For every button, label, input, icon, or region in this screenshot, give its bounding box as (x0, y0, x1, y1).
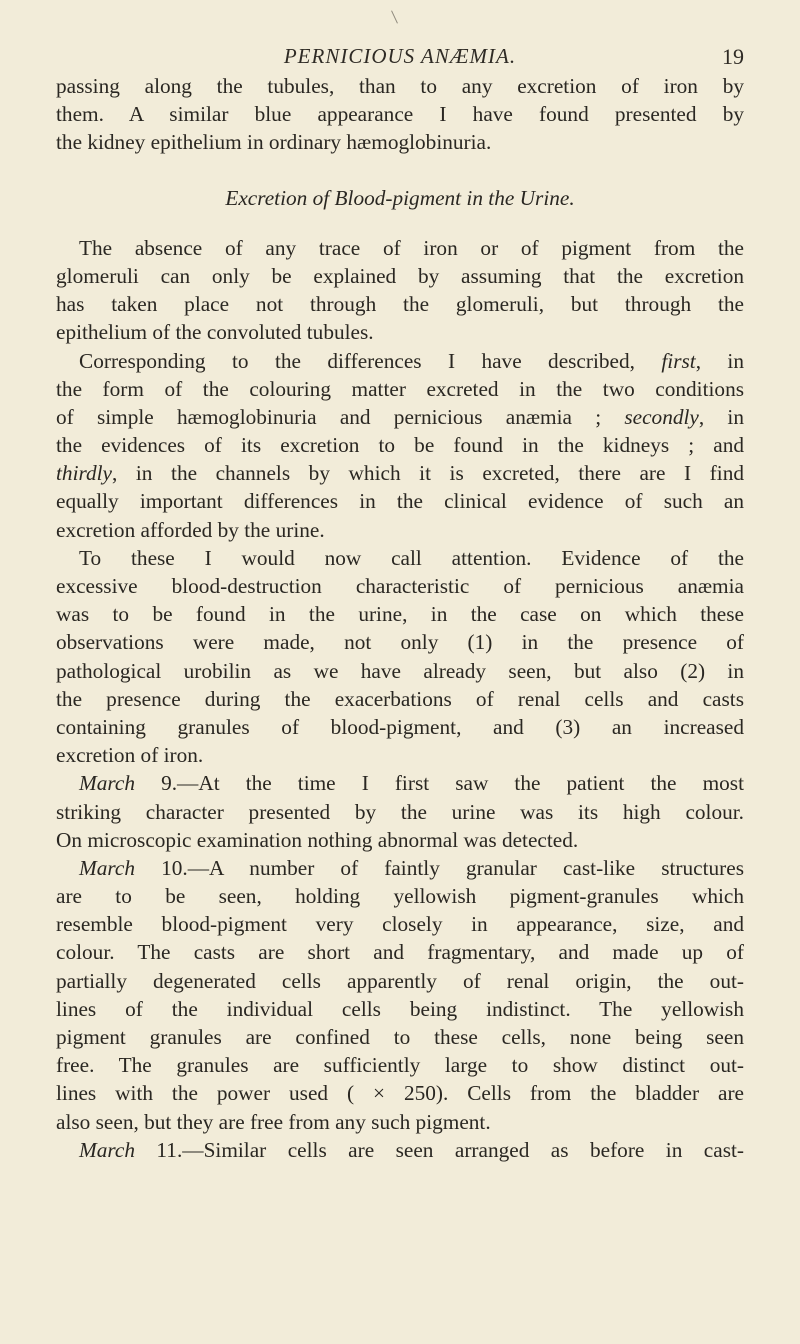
text-line: excretion of iron. (56, 743, 204, 768)
text-line (56, 769, 744, 797)
text-run: , in (698, 404, 744, 429)
text-line: glomeruli can only be explained by assuming that the excretion (56, 263, 744, 288)
text-line: was to be found in the urine, in the case on which these (56, 602, 744, 627)
text-line: lines of the individual cells being indistinct. The yellowish (56, 996, 744, 1021)
text-line: equally important differences in the clinical evidence of such an (56, 489, 744, 514)
text-line (56, 459, 744, 487)
text-line: pigment granules are confined to these cells, none being seen (56, 1025, 744, 1049)
text-line (56, 854, 744, 882)
body-text (56, 72, 744, 1164)
text-line: has taken place not through the glomeruli, but through the (56, 292, 744, 317)
text-line: the form of the colouring matter excreted in the two conditions (56, 376, 744, 401)
date-march: March (79, 1137, 135, 1162)
text-line: resemble blood-pigment very closely in appearance, size, and (56, 912, 744, 937)
text-run: of simple hæmoglobinuria and pernicious anæmia ; (56, 404, 625, 429)
text-run: 9.—At the time I first saw the patient the most (135, 771, 744, 796)
text-line: the evidences of its excretion to be found in the kidneys ; and (56, 433, 744, 458)
section-heading: Excretion of Blood-pigment in the Urine. (225, 185, 575, 210)
running-header (56, 44, 744, 74)
page-number: 19 (722, 44, 744, 69)
text-run: , in (695, 348, 744, 373)
text-line (56, 1136, 744, 1164)
spacer (56, 157, 744, 184)
stray-ink-mark (391, 10, 398, 23)
text-line: colour. The casts are short and fragmentary, and made up of (56, 940, 744, 965)
text-line: epithelium of the convoluted tubules. (56, 320, 374, 345)
text-line: are to be seen, holding yellowish pigment-granules which (56, 884, 744, 909)
emphasis-thirdly: thirdly (56, 461, 112, 486)
text-line: excretion afforded by the urine. (56, 517, 325, 542)
text-line: passing along the tubules, than to any excretion of iron by (56, 74, 744, 98)
date-march: March (79, 771, 135, 796)
text-run: 11.—Similar cells are seen arranged as before in cast- (135, 1137, 744, 1162)
text-run: Corresponding to the differences I have described, (79, 348, 662, 373)
text-line: also seen, but they are free from any such pigment. (56, 1109, 491, 1134)
text-line: the kidney epithelium in ordinary hæmoglobinuria. (56, 130, 492, 155)
text-line: excessive blood-destruction characteristic of pernicious anæmia (56, 574, 744, 598)
text-line: To these I would now call attention. Evidence of the (79, 545, 744, 570)
emphasis-secondly: secondly (624, 404, 699, 429)
text-line: On microscopic examination nothing abnormal was detected. (56, 827, 579, 852)
text-line: observations were made, not only (1) in the presence of (56, 630, 744, 655)
text-line (56, 403, 744, 431)
text-line (56, 347, 744, 375)
text-line: The absence of any trace of iron or of pigment from the (79, 235, 744, 260)
text-line: them. A similar blue appearance I have found presented by (56, 102, 744, 127)
text-line: containing granules of blood-pigment, and (3) an increased (56, 714, 744, 739)
text-line: the presence during the exacerbations of renal cells and casts (56, 686, 744, 711)
text-line: partially degenerated cells apparently of renal origin, the out- (56, 968, 744, 993)
emphasis-first: first (661, 348, 696, 373)
date-march: March (79, 855, 135, 880)
running-title: PERNICIOUS ANÆMIA. (283, 44, 517, 68)
text-run: , in the channels by which it is excreted, there are I find (112, 461, 744, 486)
text-run: 10.—A number of faintly granular cast-like structures (135, 855, 744, 880)
text-line: free. The granules are sufficiently large to show distinct out- (56, 1053, 744, 1078)
text-line: lines with the power used ( × 250). Cells from the bladder are (56, 1081, 744, 1106)
text-line: pathological urobilin as we have already seen, but also (2) in (56, 658, 744, 683)
text-line: striking character presented by the urine was its high colour. (56, 799, 744, 824)
spacer (56, 212, 744, 234)
